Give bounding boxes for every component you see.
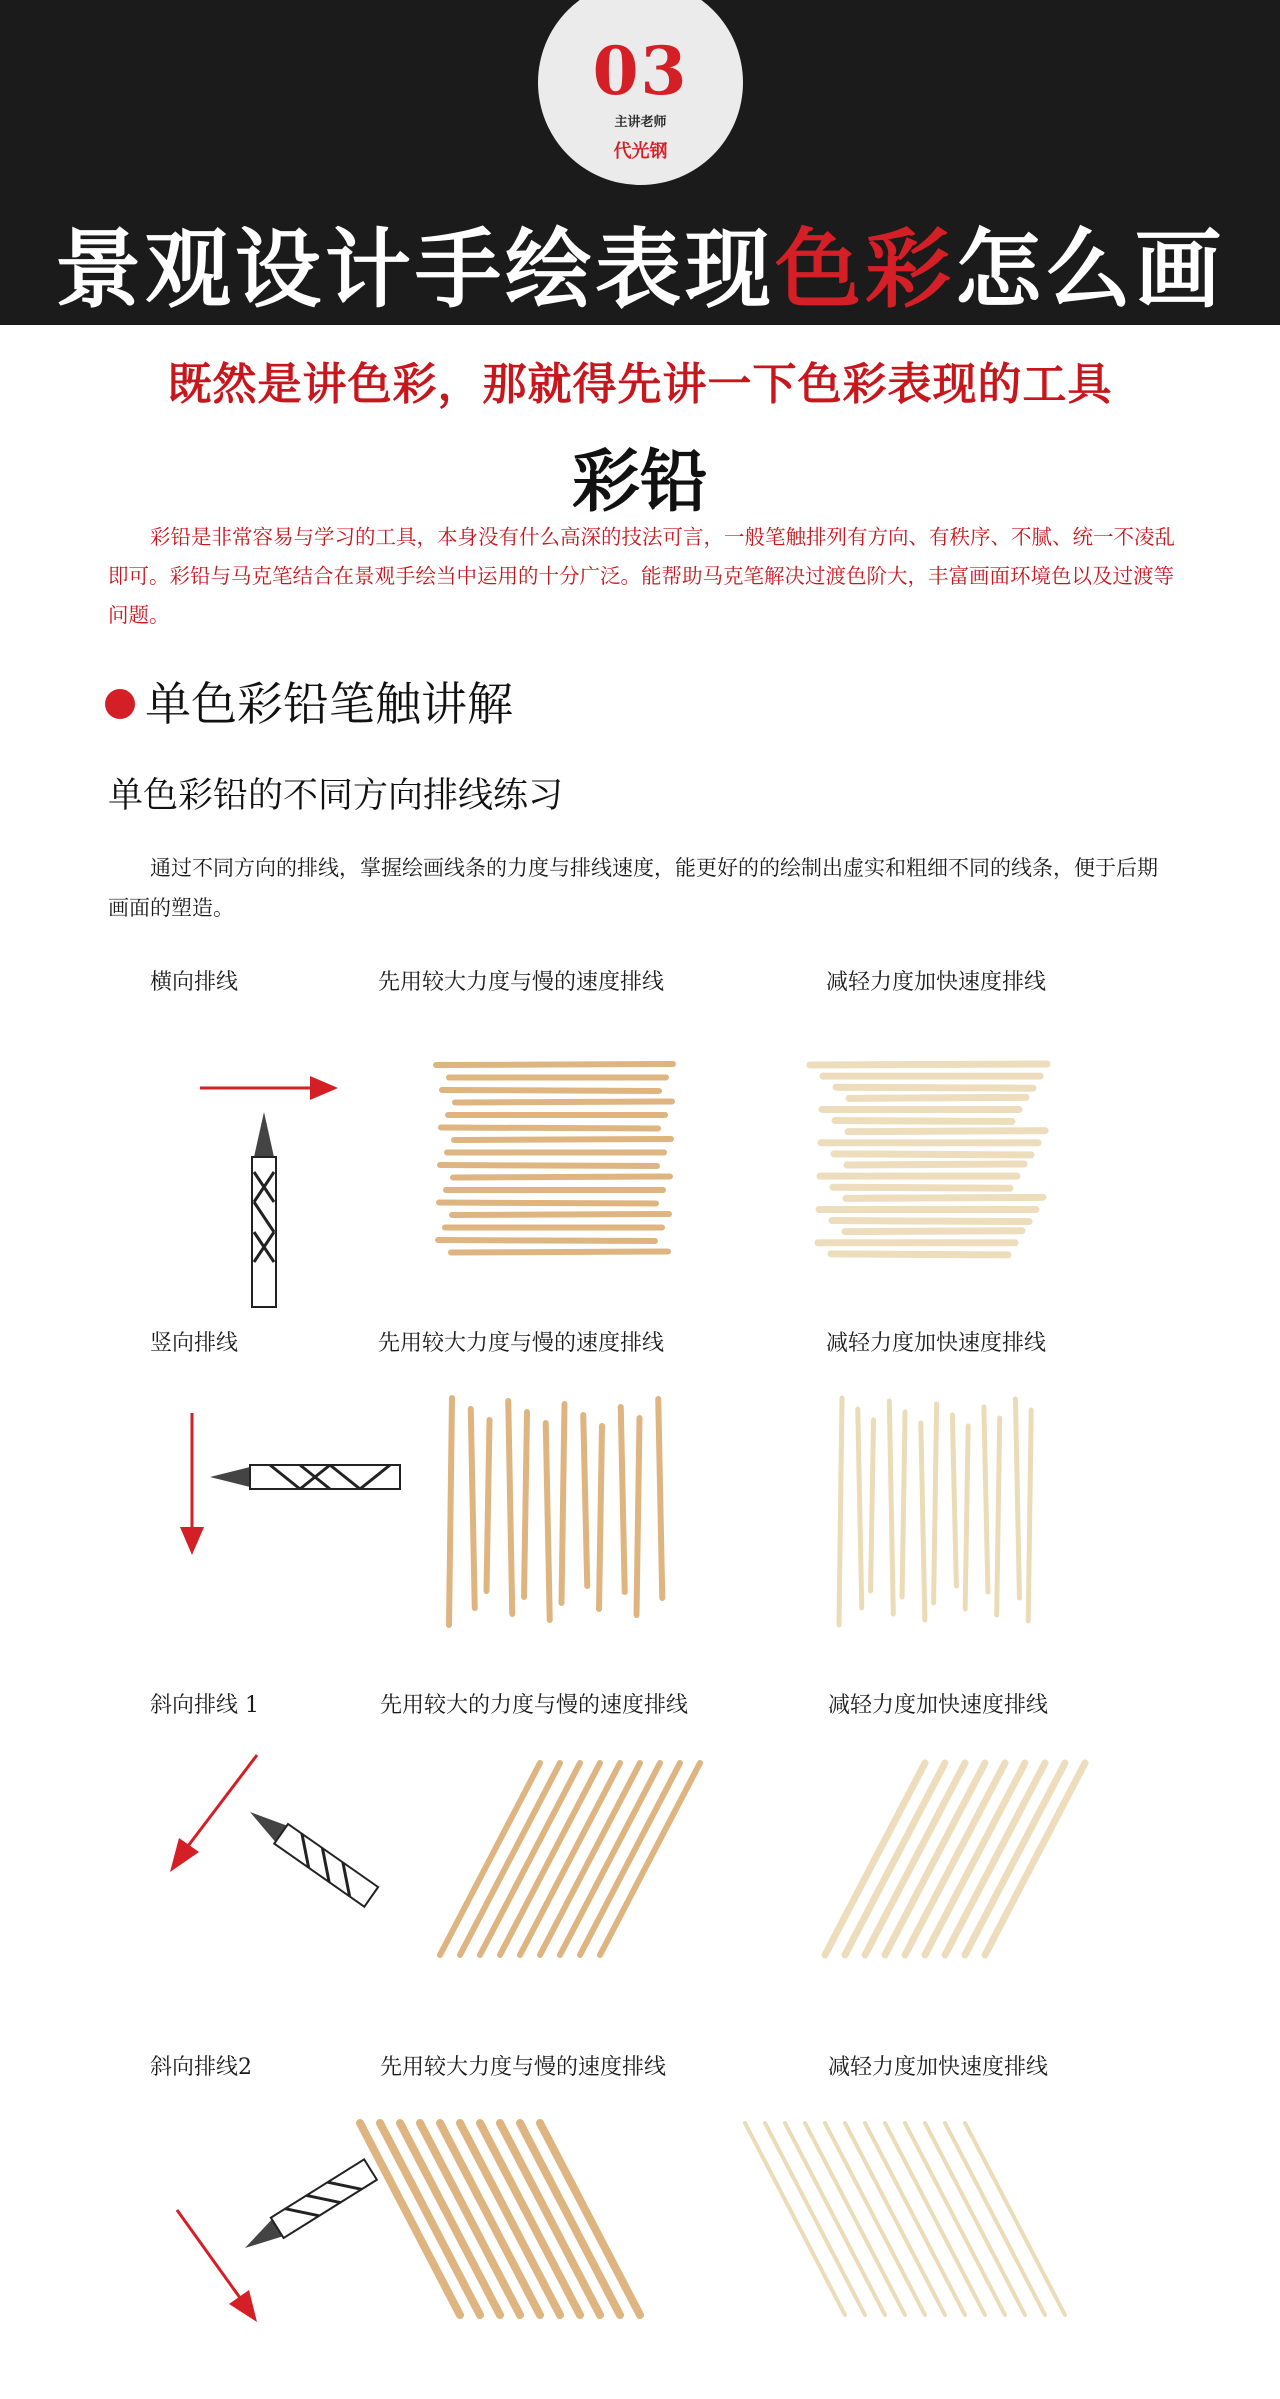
row-heavy-caption-vertical: 先用较大力度与慢的速度排线 — [378, 1331, 665, 1356]
arrow-down-left-icon — [170, 1755, 257, 1872]
pencil-stroke — [905, 2123, 1005, 2315]
title-highlight: 色彩 — [775, 219, 955, 320]
pencil-stroke — [560, 1763, 660, 1955]
pencil-stroke — [546, 1423, 550, 1620]
pencil-stroke — [540, 2123, 640, 2315]
pencil-stroke — [845, 2123, 945, 2315]
light-swatch-horizontal — [802, 1055, 1062, 1280]
pencil-stroke — [885, 2123, 985, 2315]
pencil-stroke — [480, 1763, 580, 1955]
main-title — [0, 200, 1280, 324]
row-label-diagonal-1: 斜向排线 1 — [150, 1693, 259, 1718]
pencil-stroke — [637, 1418, 640, 1615]
teacher-name: 代光钢 — [613, 141, 668, 162]
pencil-stroke — [440, 1763, 540, 1955]
pencil-stroke — [952, 1415, 956, 1586]
arrow-down-right-icon — [177, 2210, 257, 2322]
diagonal-1-stroke-demo — [165, 1750, 375, 1910]
row-light-caption-diagonal-2: 减轻力度加快速度排线 — [828, 2055, 1049, 2080]
light-swatch-diagonal-2 — [815, 2115, 1075, 2315]
pencil-stroke — [845, 1763, 945, 1955]
pencil-stroke — [500, 1763, 600, 1955]
pencil-stroke — [441, 1128, 658, 1129]
pencil-stroke — [436, 1064, 673, 1065]
diagonal-2-stroke-demo — [165, 2180, 375, 2330]
section-heading — [105, 668, 513, 734]
description-paragraph: 通过不同方向的排线，掌握绘画线条的力度与排线速度，能更好的的绘制出虚实和粗细不同的线条，便于后期画面的塑造。 — [108, 856, 1158, 920]
pencil-stroke — [836, 1087, 1033, 1088]
pencil-icon — [243, 1802, 378, 1907]
header-banner — [0, 0, 1280, 325]
pencil-stroke — [438, 1240, 655, 1241]
pencil-stroke — [440, 1165, 657, 1166]
pencil-stroke — [839, 1398, 842, 1625]
heavy-swatch-vertical — [440, 1390, 690, 1635]
title-part-2: 怎么画 — [955, 219, 1225, 320]
pencil-stroke — [420, 2123, 520, 2315]
pencil-stroke — [865, 2123, 965, 2315]
teacher-role: 主讲老师 — [614, 115, 667, 130]
row-light-caption-diagonal-1: 减轻力度加快速度排线 — [828, 1693, 1049, 1718]
pencil-stroke — [848, 1131, 1045, 1132]
intro-paragraph: 彩铅是非常容易与学习的工具，本身没有什么高深的技法可言，一般笔触排列有方向、有秩序、不腻、统一不凌乱即可。彩铅与马克笔结合在景观手绘当中运用的十分广泛。能帮助马克笔解决过渡色阶大，丰富画面环境色以及过渡等问题。 — [108, 525, 1175, 627]
section-heading-text: 单色彩铅笔触讲解 — [145, 677, 513, 731]
pencil-stroke — [520, 1763, 620, 1955]
row-label-diagonal-2: 斜向排线2 — [150, 2055, 252, 2080]
pencil-stroke — [865, 1763, 965, 1955]
pencil-stroke — [984, 1407, 988, 1592]
row-heavy-caption-diagonal-1: 先用较大的力度与慢的速度排线 — [380, 1693, 689, 1718]
pencil-stroke — [520, 2123, 620, 2315]
pencil-stroke — [380, 2123, 480, 2315]
row-label-vertical: 竖向排线 — [150, 1331, 239, 1356]
light-swatch-vertical — [830, 1390, 1060, 1635]
sub-heading: 单色彩铅的不同方向排线练习 — [108, 776, 564, 816]
pencil-stroke — [524, 1412, 527, 1597]
pencil-stroke — [925, 1763, 1025, 1955]
title-part-1: 景观设计手绘表现 — [55, 219, 775, 320]
pencil-stroke — [440, 2123, 540, 2315]
pencil-stroke — [658, 1399, 662, 1598]
horizontal-stroke-demo — [190, 1060, 350, 1330]
pencil-stroke — [599, 1426, 602, 1609]
pencil-stroke — [825, 2123, 925, 2315]
tool-title: 彩铅 — [571, 442, 708, 522]
row-heavy-caption-horizontal: 先用较大力度与慢的速度排线 — [378, 970, 665, 995]
bullet-dot-icon — [105, 689, 135, 719]
arrow-down-icon — [180, 1413, 204, 1555]
pencil-stroke — [985, 1763, 1085, 1955]
lesson-number: 03 — [592, 32, 689, 110]
pencil-stroke — [965, 1763, 1065, 1955]
pencil-stroke — [834, 1154, 1031, 1155]
pencil-stroke — [540, 1763, 640, 1955]
pencil-stroke — [845, 1231, 1022, 1232]
pencil-stroke — [765, 2123, 865, 2315]
pencil-stroke — [997, 1418, 1000, 1615]
pencil-stroke — [454, 1139, 671, 1140]
pencil-stroke — [871, 1420, 874, 1591]
pencil-icon — [252, 1112, 276, 1307]
vertical-stroke-demo — [170, 1405, 400, 1565]
heavy-swatch-horizontal — [428, 1055, 688, 1280]
pencil-stroke — [480, 2123, 580, 2315]
pencil-stroke — [847, 1164, 1024, 1165]
row-heavy-caption-diagonal-2: 先用较大力度与慢的速度排线 — [380, 2055, 667, 2080]
pencil-stroke — [360, 2123, 460, 2315]
pencil-stroke — [745, 2123, 845, 2315]
pencil-stroke — [965, 1426, 968, 1609]
pencil-stroke — [562, 1404, 565, 1603]
pencil-stroke — [934, 1404, 937, 1603]
row-label-horizontal: 横向排线 — [150, 970, 239, 995]
light-swatch-diagonal-1 — [815, 1755, 1075, 1965]
pencil-stroke — [487, 1420, 490, 1591]
pencil-stroke — [835, 1121, 1012, 1122]
arrow-right-icon — [200, 1076, 338, 1100]
pencil-stroke — [810, 1064, 1047, 1065]
pencil-stroke — [439, 1203, 656, 1204]
pencil-stroke — [460, 2123, 560, 2315]
pencil-stroke — [621, 1407, 625, 1592]
pencil-stroke — [945, 2123, 1045, 2315]
pencil-stroke — [945, 1763, 1045, 1955]
pencil-stroke — [580, 1763, 680, 1955]
pencil-stroke — [583, 1415, 587, 1586]
pencil-stroke — [858, 1409, 862, 1608]
pencil-stroke — [1028, 1410, 1031, 1621]
pencil-stroke — [889, 1401, 893, 1614]
pencil-stroke — [600, 1763, 700, 1955]
pencil-stroke — [902, 1412, 905, 1597]
pencil-stroke — [905, 1763, 1005, 1955]
pencil-stroke — [452, 1214, 669, 1215]
pencil-stroke — [471, 1409, 475, 1608]
pencil-stroke — [449, 1398, 452, 1625]
pencil-stroke — [400, 2123, 500, 2315]
pencil-stroke — [885, 1763, 985, 1955]
pencil-stroke — [921, 1423, 925, 1620]
pencil-stroke — [442, 1090, 659, 1091]
pencil-stroke — [965, 2123, 1065, 2315]
pencil-stroke — [805, 2123, 905, 2315]
pencil-stroke — [825, 1763, 925, 1955]
pencil-stroke — [500, 2123, 600, 2315]
pencil-stroke — [831, 1254, 1008, 1255]
pencil-stroke — [846, 1197, 1043, 1198]
pencil-stroke — [849, 1097, 1026, 1098]
pencil-stroke — [833, 1187, 1010, 1188]
heavy-swatch-diagonal-2 — [430, 2115, 690, 2330]
lesson-badge — [538, 0, 743, 185]
row-light-caption-vertical: 减轻力度加快速度排线 — [826, 1331, 1047, 1356]
pencil-stroke — [785, 2123, 885, 2315]
pencil-stroke — [1015, 1399, 1019, 1598]
pencil-stroke — [508, 1401, 512, 1614]
row-light-caption-horizontal: 减轻力度加快速度排线 — [826, 970, 1047, 995]
pencil-icon — [210, 1465, 400, 1489]
pencil-stroke — [832, 1221, 1029, 1222]
pencil-icon — [239, 2159, 377, 2258]
subtitle: 既然是讲色彩，那就得先讲一下色彩表现的工具 — [167, 359, 1113, 410]
pencil-stroke — [453, 1177, 670, 1178]
pencil-stroke — [460, 1763, 560, 1955]
heavy-swatch-diagonal-1 — [430, 1755, 690, 1965]
pencil-stroke — [451, 1252, 668, 1253]
pencil-stroke — [455, 1102, 672, 1103]
pencil-stroke — [925, 2123, 1025, 2315]
